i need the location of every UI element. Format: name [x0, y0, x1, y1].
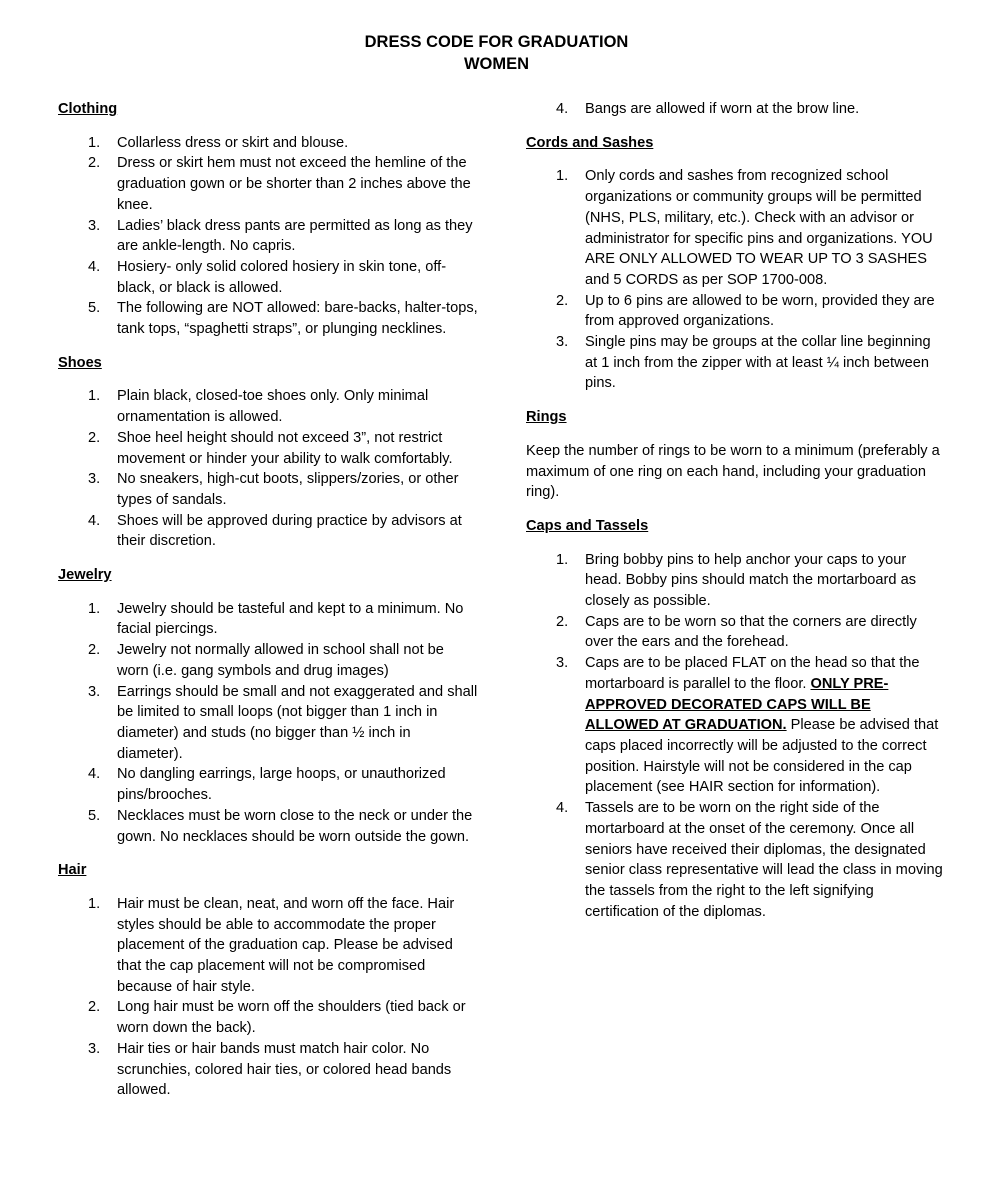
- item-number: 3.: [88, 683, 101, 700]
- item-text: Long hair must be worn off the shoulders (tied back or worn down the back).: [117, 999, 466, 1037]
- list-item: [58, 133, 478, 154]
- right-column: [526, 99, 946, 935]
- item-number: 2.: [88, 642, 101, 659]
- item-text: Jewelry should be tasteful and kept to a minimum. No facial piercings.: [117, 600, 464, 638]
- list-item: [58, 216, 478, 257]
- item-text: Shoe heel height should not exceed 3”, not restrict movement or hinder your ability to walk comfortably.: [117, 429, 453, 467]
- item-number: 2.: [556, 613, 569, 630]
- item-text: Jewelry not normally allowed in school shall not be worn (i.e. gang symbols and drug images): [117, 642, 444, 679]
- item-text: Only cords and sashes from recognized school organizations or community groups will be permitted (NHS, PLS, military, etc.). Check with an advisor or administrator for specific pins and organizations. YOU ARE ONLY ALLOWED TO WEAR UP TO 3 SASHES and 5 CORDS as per SOP 1700-008.: [585, 168, 933, 288]
- caps-list: [526, 550, 946, 923]
- item-text: Up to 6 pins are allowed to be worn, provided they are from approved organizations.: [585, 292, 935, 330]
- item-text-part: Caps are to be placed FLAT on the head so that the mortarboard is parallel to the floor.: [585, 655, 920, 692]
- item-number: 2.: [88, 999, 101, 1016]
- item-text: Single pins may be groups at the collar line beginning at 1 inch from the zipper with at least ¼ inch between pins.: [585, 334, 931, 392]
- list-item: [526, 332, 946, 394]
- item-text: Hosiery- only solid colored hosiery in skin tone, off-black, or black is allowed.: [117, 258, 447, 296]
- emphasis-text: ONLY PRE-APPROVED DECORATED CAPS WILL BE ALLOWED AT GRADUATION.: [585, 675, 889, 734]
- list-item: [58, 511, 478, 552]
- shoes-heading: Shoes: [58, 354, 102, 371]
- item-number: 3.: [556, 655, 569, 672]
- item-text: Ladies’ black dress pants are permitted as long as they are ankle-length. No capris.: [117, 217, 473, 255]
- title-line-2: WOMEN: [463, 55, 530, 73]
- rings-text: Keep the number of rings to be worn to a minimum (preferably a maximum of one ring on each hand, including your graduation ring).: [526, 442, 940, 501]
- caps-heading: Caps and Tassels: [526, 517, 649, 534]
- item-number: 1.: [556, 551, 569, 568]
- list-item: [58, 257, 478, 298]
- hair-list-continued: [526, 99, 946, 120]
- left-column: [58, 99, 478, 1114]
- rings-heading: Rings: [526, 409, 567, 426]
- list-item: [526, 653, 946, 798]
- hair-list: [58, 894, 478, 1101]
- list-item: [58, 640, 478, 681]
- list-item: [526, 612, 946, 653]
- item-text: Necklaces must be worn close to the neck or under the gown. No necklaces should be worn outside the gown.: [117, 807, 473, 845]
- item-number: 3.: [88, 217, 101, 234]
- item-number: 4.: [556, 800, 569, 817]
- item-number: 2.: [88, 155, 101, 172]
- list-item: [58, 469, 478, 510]
- list-item: [526, 166, 946, 290]
- item-number: 5.: [88, 300, 101, 317]
- item-text: No sneakers, high-cut boots, slippers/zories, or other types of sandals.: [117, 471, 459, 508]
- item-text: No dangling earrings, large hoops, or unauthorized pins/brooches.: [117, 766, 446, 804]
- item-number: 3.: [88, 1040, 101, 1057]
- item-number: 2.: [88, 429, 101, 446]
- item-text: Bring bobby pins to help anchor your caps to your head. Bobby pins should match the mortarboard as closely as possible.: [585, 551, 916, 610]
- item-text: Dress or skirt hem must not exceed the hemline of the graduation gown or be shorter than 2 inches above the knee.: [117, 155, 471, 213]
- cords-list: [526, 166, 946, 394]
- item-text: Bangs are allowed if worn at the brow line.: [585, 101, 860, 117]
- item-text: Hair ties or hair bands must match hair color. No scrunchies, colored hair ties, or colored head bands allowed.: [117, 1040, 452, 1099]
- item-number: 4.: [88, 512, 101, 529]
- list-item: [58, 428, 478, 469]
- item-number: 1.: [88, 388, 101, 405]
- list-item: [58, 298, 478, 339]
- item-text: Hair must be clean, neat, and worn off the face. Hair styles should be able to accommodate the proper placement of the graduation cap. Please be advised that the cap placement will not be compromised because of hair style.: [117, 895, 455, 995]
- item-number: 5.: [88, 807, 101, 824]
- list-item: [58, 997, 478, 1038]
- cords-heading: Cords and Sashes: [526, 134, 654, 151]
- item-text: Plain black, closed-toe shoes only. Only minimal ornamentation is allowed.: [117, 388, 429, 426]
- clothing-heading: Clothing: [58, 101, 118, 117]
- list-item: [526, 99, 946, 120]
- item-number: 1.: [88, 600, 101, 617]
- document-title: [0, 31, 993, 75]
- item-text: Collarless dress or skirt and blouse.: [117, 134, 349, 151]
- item-text: Tassels are to be worn on the right side of the mortarboard at the onset of the ceremony. Once all seniors have received their diplomas, the designated senior class representative will lead the class in moving the tassels from the right to the left signifying certification of the diplomas.: [585, 800, 943, 920]
- item-number: 1.: [88, 134, 101, 151]
- item-text: Caps are to be worn so that the corners are directly over the ears and the forehead.: [585, 613, 917, 651]
- list-item: [58, 386, 478, 427]
- item-text: The following are NOT allowed: bare-backs, halter-tops, tank tops, “spaghetti straps”, or plunging necklines.: [117, 300, 478, 338]
- list-item: [58, 599, 478, 640]
- clothing-list: [58, 133, 478, 340]
- item-number: 2.: [556, 292, 569, 309]
- item-number: 4.: [556, 101, 569, 117]
- item-text: Earrings should be small and not exaggerated and shall be limited to small loops (not bigger than 1 inch in diameter) and studs (no bigger than ½ inch in diameter).: [117, 683, 478, 762]
- item-text: [585, 655, 938, 795]
- item-text: Shoes will be approved during practice by advisors at their discretion.: [117, 512, 462, 550]
- hair-heading: Hair: [58, 862, 87, 879]
- item-number: 3.: [88, 471, 101, 488]
- list-item: [526, 550, 946, 612]
- jewelry-heading: Jewelry: [58, 567, 112, 584]
- list-item: [526, 291, 946, 332]
- item-number: 4.: [88, 258, 101, 275]
- list-item: [58, 806, 478, 847]
- item-number: 1.: [88, 895, 101, 912]
- item-text-part: Please be advised that caps placed incorrectly will be adjusted to the correct position. Hairstyle will not be considered in the cap placement (see HAIR section for information).: [585, 717, 939, 796]
- list-item: [58, 153, 478, 215]
- list-item: [58, 1039, 478, 1101]
- item-number: 4.: [88, 766, 101, 783]
- list-item: [58, 894, 478, 998]
- list-item: [58, 764, 478, 805]
- list-item: [58, 682, 478, 765]
- title-line-1: DRESS CODE FOR GRADUATION: [364, 33, 629, 51]
- shoes-list: [58, 386, 478, 552]
- list-item: [526, 798, 946, 922]
- item-number: 1.: [556, 168, 569, 185]
- item-number: 3.: [556, 334, 569, 351]
- jewelry-list: [58, 599, 478, 847]
